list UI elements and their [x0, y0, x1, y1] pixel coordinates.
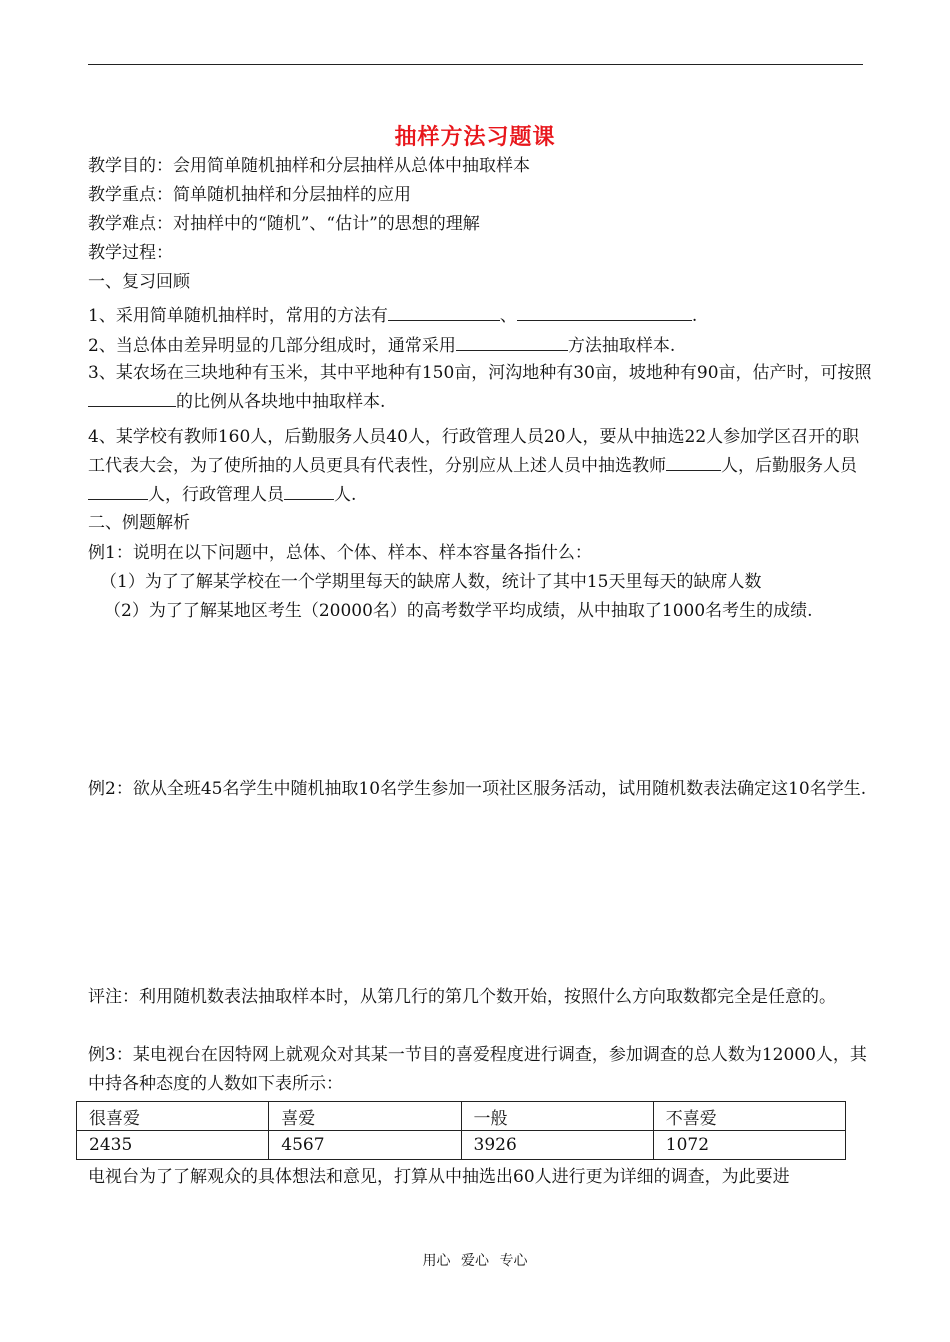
- comment-note: 评注：利用随机数表法抽取样本时，从第几行的第几个数开始，按照什么方向取数都完全是任意的。: [88, 987, 836, 1007]
- table-row: [77, 1102, 846, 1131]
- page-title: 抽样方法习题课: [394, 125, 556, 150]
- example-1-part-2: （2）为了了解某地区考生（20000名）的高考数学平均成绩，从中抽取了1000名考生的成绩.: [104, 601, 813, 621]
- table-header-cell: 不喜爱: [653, 1102, 845, 1131]
- teaching-key-point: 教学重点：简单随机抽样和分层抽样的应用: [88, 185, 411, 205]
- q2-text-a: 2、当总体由差异明显的几部分组成时，通常采用: [88, 336, 456, 356]
- q4-blank-2: [88, 484, 148, 500]
- q4-blank-3: [284, 484, 334, 500]
- q1-text-a: 1、采用简单随机抽样时，常用的方法有: [88, 306, 388, 326]
- survey-table: [76, 1101, 846, 1160]
- q3-text-a: 3、某农场在三块地种有玉米，其中平地种有150亩，河沟地种有30亩，坡地种有90亩，估产时，可按照: [88, 363, 872, 383]
- q1-text-c: .: [691, 306, 698, 326]
- table-header-cell: 一般: [461, 1102, 653, 1131]
- teaching-difficulty: 教学难点：对抽样中的“随机”、“估计”的思想的理解: [88, 214, 480, 234]
- example-3: 例3：某电视台在因特网上就观众对其某一节目的喜爱程度进行调查，参加调查的总人数为12000人，其中持各种态度的人数如下表所示：: [88, 1045, 867, 1094]
- header-rule: [88, 64, 863, 65]
- example-1-part-1: （1）为了了解某学校在一个学期里每天的缺席人数，统计了其中15天里每天的缺席人数: [100, 572, 762, 592]
- table-header-cell: 喜爱: [269, 1102, 461, 1131]
- review-question-2: [88, 335, 675, 355]
- table-cell: 2435: [77, 1131, 269, 1160]
- q1-blank-2: [517, 305, 692, 321]
- q1-blank-1: [388, 305, 500, 321]
- table-cell: 4567: [269, 1131, 461, 1160]
- q4-text-c: 人，行政管理人员: [148, 485, 284, 505]
- q4-blank-1: [666, 455, 721, 471]
- examples-heading: 二、例题解析: [88, 513, 190, 533]
- page-footer: 用心 爱心 专心: [422, 1253, 528, 1269]
- teaching-process: 教学过程：: [88, 243, 173, 263]
- table-row: [77, 1131, 846, 1160]
- q3-blank: [88, 391, 176, 407]
- q1-text-b: 、: [499, 306, 517, 326]
- review-question-1: [88, 305, 697, 325]
- example-1: 例1：说明在以下问题中，总体、个体、样本、样本容量各指什么：: [88, 543, 592, 563]
- table-cell: 3926: [461, 1131, 653, 1160]
- q4-text-b: 人，后勤服务人员: [721, 456, 857, 476]
- teaching-goal: 教学目的：会用简单随机抽样和分层抽样从总体中抽取样本: [88, 156, 530, 176]
- review-question-4: [88, 423, 876, 510]
- q2-text-b: 方法抽取样本.: [567, 336, 676, 356]
- q4-text-a: 4、某学校有教师160人，后勤服务人员40人，行政管理人员20人，要从中抽选22人参加学区召开的职工代表大会，为了使所抽的人员更具有代表性，分别应从上述人员中抽选教师: [88, 427, 860, 476]
- q2-blank: [456, 335, 568, 351]
- table-header-cell: 很喜爱: [77, 1102, 269, 1131]
- review-question-3: [88, 359, 876, 417]
- review-heading: 一、复习回顾: [88, 272, 190, 292]
- table-cell: 1072: [653, 1131, 845, 1160]
- after-table-text: 电视台为了了解观众的具体想法和意见，打算从中抽选出60人进行更为详细的调查，为此要进: [88, 1167, 790, 1187]
- q4-text-d: 人.: [334, 485, 357, 505]
- example-2: 例2：欲从全班45名学生中随机抽取10名学生参加一项社区服务活动，试用随机数表法确定这10名学生.: [88, 779, 867, 799]
- q3-text-b: 的比例从各块地中抽取样本.: [176, 392, 386, 412]
